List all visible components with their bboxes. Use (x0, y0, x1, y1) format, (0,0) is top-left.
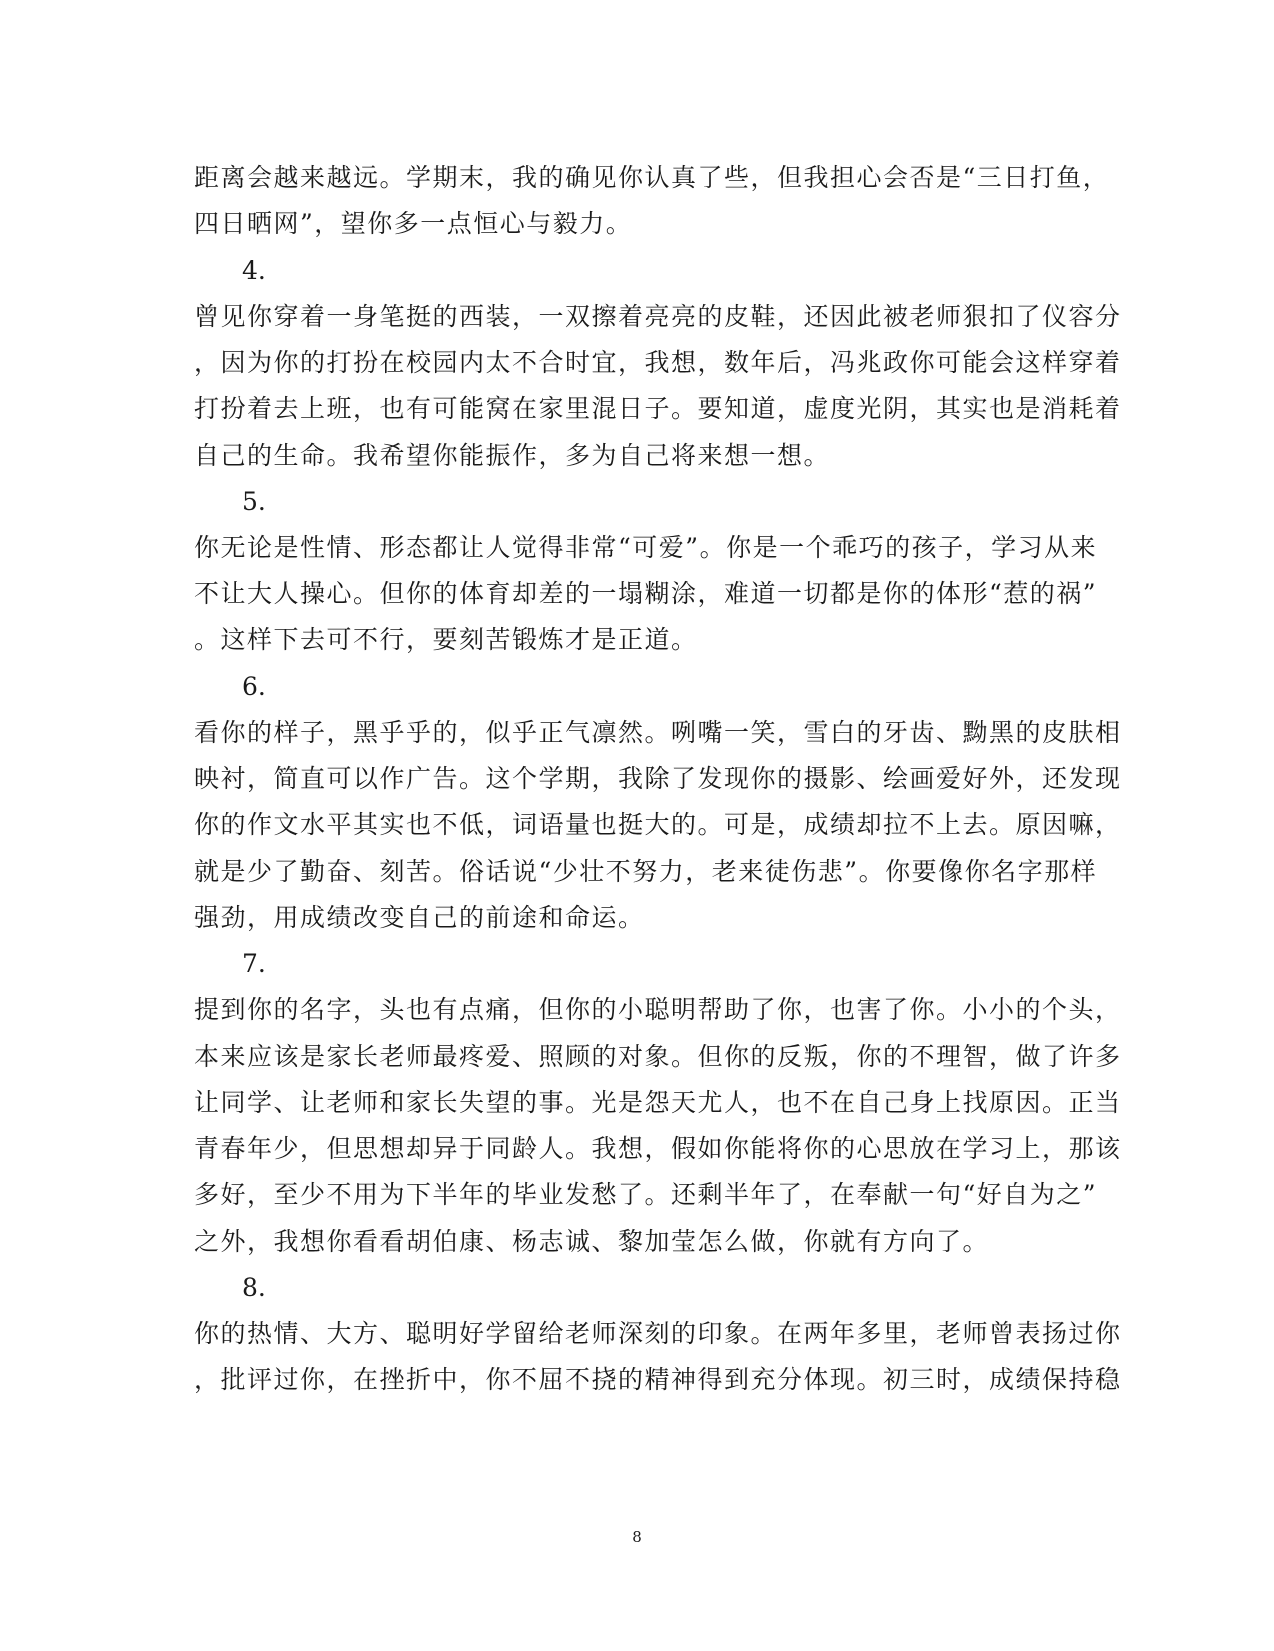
text-line: ，批评过你，在挫折中，你不屈不挠的精神得到充分体现。初三时，成绩保持稳 (194, 1365, 1122, 1394)
text-line: 青春年少，但思想却异于同龄人。我想，假如你能将你的心思放在学习上，那该 (194, 1134, 1122, 1163)
text-line: 曾见你穿着一身笔挺的西装，一双擦着亮亮的皮鞋，还因此被老师狠扣了仪容分 (194, 302, 1122, 331)
text-line: 自己的生命。我希望你能振作，多为自己将来想一想。 (194, 441, 831, 470)
text-line: 本来应该是家长老师最疼爱、照顾的对象。但你的反叛，你的不理智，做了许多 (194, 1042, 1122, 1071)
item-number: 4. (242, 256, 266, 285)
text-line: 打扮着去上班，也有可能窝在家里混日子。要知道，虚度光阴，其实也是消耗着 (194, 394, 1122, 423)
text-line: 就是少了勤奋、刻苦。俗话说“少壮不努力，老来徒伤悲”。你要像你名字那样 (194, 857, 1098, 886)
item-number: 6. (242, 672, 266, 701)
text-line: 提到你的名字，头也有点痛，但你的小聪明帮助了你，也害了你。小小的个头， (194, 995, 1122, 1024)
item-number: 7. (242, 949, 266, 978)
item-number: 8. (242, 1273, 266, 1302)
text-line: 让同学、让老师和家长失望的事。光是怨天尤人，也不在自己身上找原因。正当 (194, 1088, 1122, 1117)
text-line: 多好，至少不用为下半年的毕业发愁了。还剩半年了，在奉献一句“好自为之” (194, 1180, 1098, 1209)
text-line: 四日晒网”，望你多一点恒心与毅力。 (194, 209, 633, 238)
text-line: 强劲，用成绩改变自己的前途和命运。 (194, 903, 645, 932)
text-line: 距离会越来越远。学期末，我的确见你认真了些，但我担心会否是“三日打鱼， (194, 163, 1110, 192)
text-line: 你的作文水平其实也不低，词语量也挺大的。可是，成绩却拉不上去。原因嘛， (194, 810, 1122, 839)
text-line: 之外，我想你看看胡伯康、杨志诚、黎加莹怎么做，你就有方向了。 (194, 1227, 990, 1256)
text-line: 。这样下去可不行，要刻苦锻炼才是正道。 (194, 625, 698, 654)
text-line: 映衬，简直可以作广告。这个学期，我除了发现你的摄影、绘画爱好外，还发现 (194, 764, 1122, 793)
text-line: 看你的样子，黑乎乎的，似乎正气凛然。咧嘴一笑，雪白的牙齿、黝黑的皮肤相 (194, 718, 1122, 747)
text-line: 你无论是性情、形态都让人觉得非常“可爱”。你是一个乖巧的孩子，学习从来 (194, 533, 1098, 562)
text-line: 你的热情、大方、聪明好学留给老师深刻的印象。在两年多里，老师曾表扬过你 (194, 1319, 1122, 1348)
text-line: 不让大人操心。但你的体育却差的一塌糊涂，难道一切都是你的体形“惹的祸” (194, 579, 1098, 608)
text-line: ，因为你的打扮在校园内太不合时宜，我想，数年后，冯兆政你可能会这样穿着 (194, 348, 1122, 377)
page-number: 8 (632, 1528, 642, 1546)
item-number: 5. (242, 487, 266, 516)
